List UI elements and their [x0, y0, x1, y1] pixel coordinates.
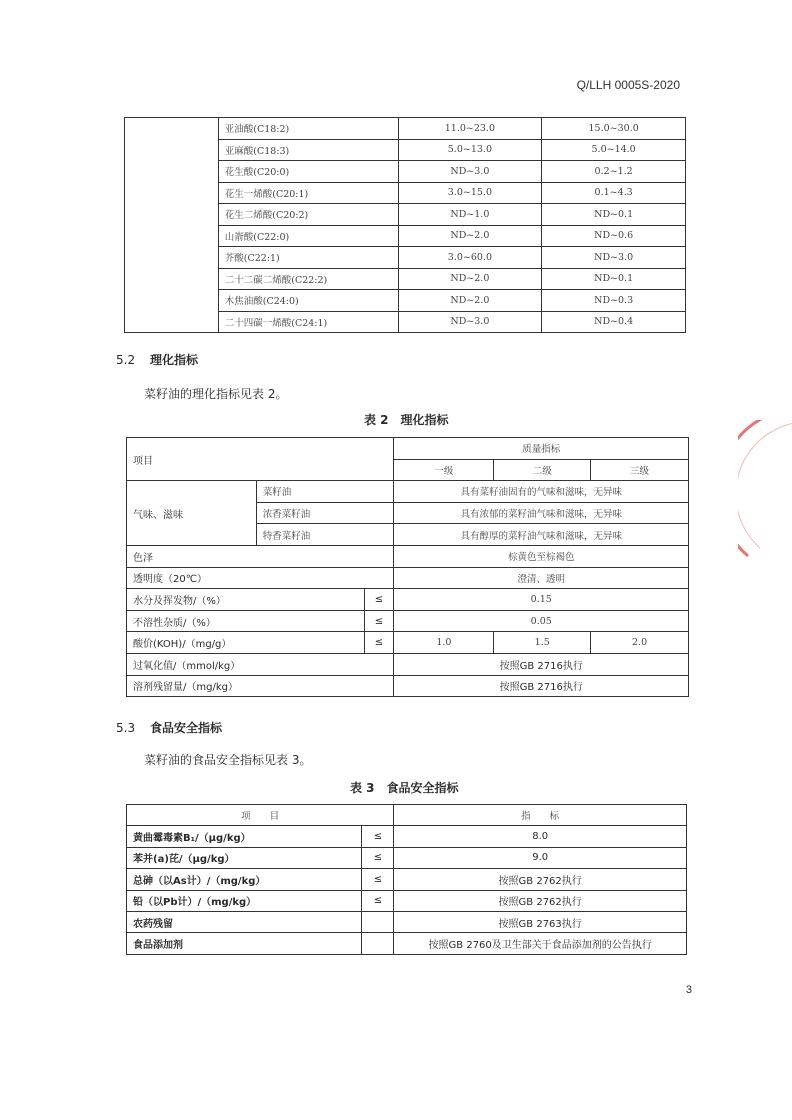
fatty-acid-name: 木焦油酸(C24:0) [218, 290, 398, 312]
range-value-2: ND~3.0 [542, 247, 686, 269]
range-value-2: ND~0.4 [542, 311, 686, 333]
range-value-1: 5.0~13.0 [398, 139, 542, 161]
range-value-2: ND~0.1 [542, 204, 686, 226]
row-value: 0.15 [394, 589, 689, 611]
row-label: 色泽 [127, 545, 394, 567]
range-value-1: ND~1.0 [398, 204, 542, 226]
page-number: 3 [685, 984, 692, 996]
fatty-acid-name: 山嵛酸(C22:0) [218, 225, 398, 247]
table-row [127, 545, 689, 567]
fatty-acid-name: 芥酸(C22:1) [218, 247, 398, 269]
table-row [127, 589, 689, 611]
table-row [127, 632, 689, 654]
le-symbol: ≤ [364, 632, 394, 654]
oil-type: 特香菜籽油 [256, 524, 394, 546]
range-value-2: ND~0.6 [542, 225, 686, 247]
fatty-acid-name: 二十二碳二烯酸(C22:2) [218, 268, 398, 290]
table-row [127, 675, 689, 697]
row-label: 水分及挥发物/（%） [127, 589, 365, 611]
section-number: 5.3 [116, 721, 136, 735]
le-symbol: ≤ [364, 589, 394, 611]
row-label: 黄曲霉毒素B₁/（μg/kg） [127, 826, 362, 847]
fatty-acid-name: 亚油酸(C18:2) [218, 118, 398, 140]
row-value: 棕黄色至棕褐色 [394, 545, 689, 567]
range-value-1: ND~3.0 [398, 161, 542, 183]
range-value-1: ND~2.0 [398, 290, 542, 312]
flavor-desc: 具有浓郁的菜籽油气味和滋味，无异味 [394, 502, 689, 524]
section-5-2-heading [116, 351, 198, 368]
range-value-1: 3.0~15.0 [398, 182, 542, 204]
le-symbol [362, 911, 394, 932]
le-symbol [362, 933, 394, 954]
row-value: 按照GB 2760及卫生部关于食品添加剂的公告执行 [394, 933, 687, 954]
table3-caption: 表 3 食品安全指标 [350, 781, 459, 795]
flavor-desc: 具有菜籽油固有的气味和滋味，无异味 [394, 481, 689, 503]
section-5-2-paragraph: 菜籽油的理化指标见表 2。 [144, 387, 288, 401]
row-value: 按照GB 2762执行 [394, 869, 687, 890]
table-row [127, 805, 687, 826]
oil-type: 菜籽油 [256, 481, 394, 503]
company-seal-stamp [738, 420, 792, 570]
le-symbol: ≤ [362, 847, 394, 868]
row-label: 总砷（以As计）/（mg/kg） [127, 869, 362, 890]
row-value: 按照GB 2762执行 [394, 890, 687, 911]
fatty-acid-name: 花生一烯酸(C20:1) [218, 182, 398, 204]
range-value-2: 0.2~1.2 [542, 161, 686, 183]
table-row [127, 890, 687, 911]
row-value: 8.0 [394, 826, 687, 847]
range-value-1: ND~2.0 [398, 225, 542, 247]
le-symbol: ≤ [362, 869, 394, 890]
grade-1: 一级 [394, 459, 494, 481]
row-value: 按照GB 2763执行 [394, 911, 687, 932]
table-row [127, 438, 689, 460]
row-value: 9.0 [394, 847, 687, 868]
section-title: 食品安全指标 [150, 721, 223, 735]
document-code: Q/LLH 0005S-2020 [576, 78, 680, 92]
table-row [127, 567, 689, 589]
table3-value-header: 指 标 [394, 805, 687, 826]
fatty-acid-name: 花生二烯酸(C20:2) [218, 204, 398, 226]
range-value-1: 11.0~23.0 [398, 118, 542, 140]
oil-type: 浓香菜籽油 [256, 502, 394, 524]
fatty-acid-name: 二十四碳一烯酸(C24:1) [218, 311, 398, 333]
range-value-2: 5.0~14.0 [542, 139, 686, 161]
section-number: 5.2 [116, 353, 136, 367]
row-value: 按照GB 2716执行 [394, 675, 689, 697]
range-value-1: ND~2.0 [398, 268, 542, 290]
le-symbol: ≤ [364, 610, 394, 632]
row-label: 苯并(a)芘/（μg/kg） [127, 847, 362, 868]
le-symbol: ≤ [362, 826, 394, 847]
table-row [127, 610, 689, 632]
table3-item-header: 项 目 [127, 805, 394, 826]
row-label: 过氧化值/（mmol/kg） [127, 653, 394, 675]
range-value-2: 0.1~4.3 [542, 182, 686, 204]
table-row [127, 653, 689, 675]
row-label: 酸价(KOH)/（mg/g） [127, 632, 365, 654]
grade-2: 二级 [494, 459, 591, 481]
range-value-2: ND~0.1 [542, 268, 686, 290]
table2-item-header: 项目 [127, 438, 394, 481]
table2-quality-header: 质量指标 [394, 438, 689, 460]
section-5-3-heading [116, 719, 222, 736]
flavor-desc: 具有醇厚的菜籽油气味和滋味，无异味 [394, 524, 689, 546]
physicochemical-table [126, 437, 689, 697]
fatty-acid-name: 亚麻酸(C18:3) [218, 139, 398, 161]
fatty-acid-table [124, 117, 686, 333]
grade-3: 三级 [591, 459, 689, 481]
table-row [127, 826, 687, 847]
section-title: 理化指标 [150, 353, 199, 367]
section-5-3-paragraph: 菜籽油的食品安全指标见表 3。 [144, 753, 312, 767]
range-value-1: ND~3.0 [398, 311, 542, 333]
row-label: 食品添加剂 [127, 933, 362, 954]
range-value-2: ND~0.3 [542, 290, 686, 312]
grade-1-value: 1.0 [394, 632, 494, 654]
row-label: 农药残留 [127, 911, 362, 932]
grade-3-value: 2.0 [591, 632, 689, 654]
table-row [127, 847, 687, 868]
category-cell [125, 118, 219, 333]
flavor-label: 气味、滋味 [127, 481, 257, 546]
fatty-acid-name: 花生酸(C20:0) [218, 161, 398, 183]
row-value: 澄清、透明 [394, 567, 689, 589]
row-label: 透明度（20℃） [127, 567, 394, 589]
table-row [125, 118, 686, 140]
grade-2-value: 1.5 [494, 632, 591, 654]
range-value-2: 15.0~30.0 [542, 118, 686, 140]
row-label: 不溶性杂质/（%） [127, 610, 365, 632]
row-label: 溶剂残留量/（mg/kg） [127, 675, 394, 697]
food-safety-table [126, 804, 687, 955]
row-value: 0.05 [394, 610, 689, 632]
table-row [127, 481, 689, 503]
row-label: 铅（以Pb计）/（mg/kg） [127, 890, 362, 911]
range-value-1: 3.0~60.0 [398, 247, 542, 269]
row-value: 按照GB 2716执行 [394, 653, 689, 675]
table-row [127, 933, 687, 954]
table-row [127, 869, 687, 890]
le-symbol: ≤ [362, 890, 394, 911]
table-row [127, 911, 687, 932]
table2-caption: 表 2 理化指标 [364, 413, 449, 427]
